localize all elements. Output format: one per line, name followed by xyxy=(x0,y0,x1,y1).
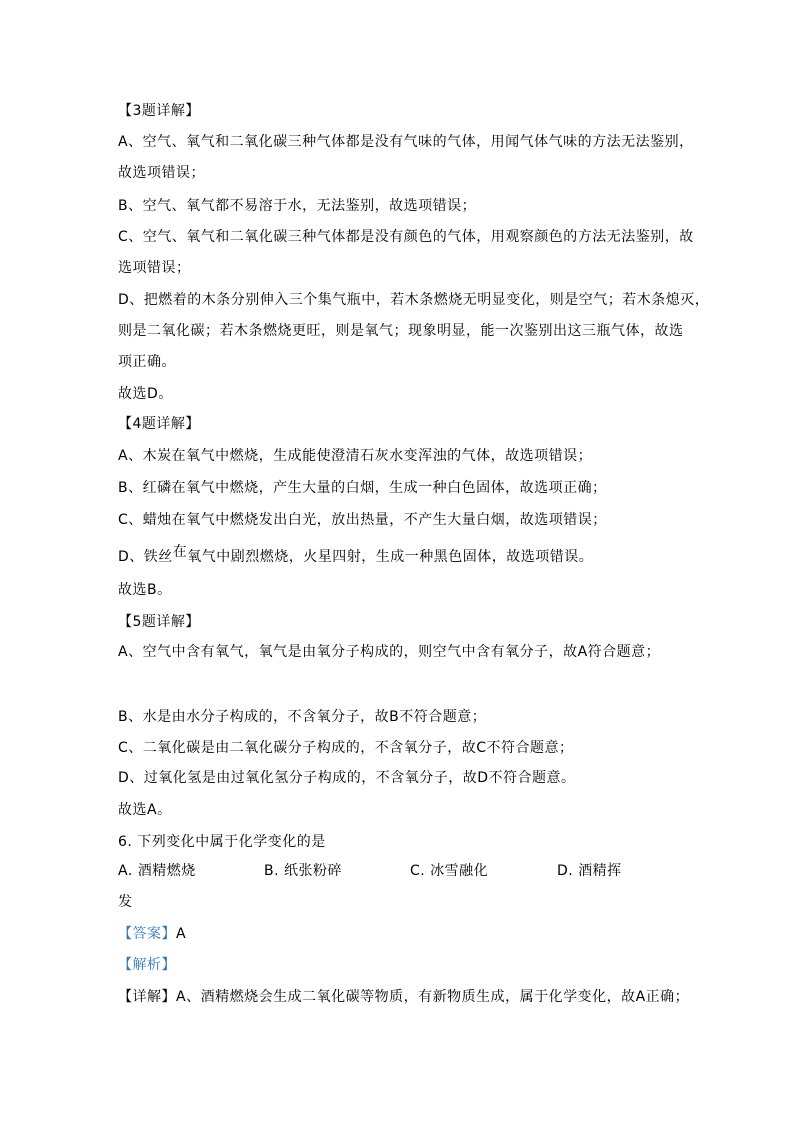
q3-line: 故选项错误； xyxy=(118,165,205,181)
q6-option-d: D. 酒精挥 xyxy=(557,863,622,879)
q4-line-d-raised: 在 xyxy=(172,544,188,560)
q3-line: 则是二氧化碳；若木条燃烧更旺，则是氧气；现象明显，能一次鉴别出这三瓶气体，故选 xyxy=(118,323,684,339)
answer-value: A xyxy=(176,926,187,942)
analysis-label: 【解析】 xyxy=(118,957,176,973)
q6-answer xyxy=(118,924,186,944)
q4-line: A、木炭在氧气中燃烧，生成能使澄清石灰水变浑浊的气体，故选项错误； xyxy=(118,448,593,464)
q5-line: D、过氧化氢是由过氧化氢分子构成的，不含氧分子，故D不符合题意。 xyxy=(118,770,576,786)
q3-line: C、空气、氧气和二氧化碳三种气体都是没有颜色的气体，用观察颜色的方法无法鉴别，故 xyxy=(118,229,694,245)
q6-option-b: B. 纸张粉碎 xyxy=(264,863,343,879)
q4-line: C、蜡烛在氧气中燃烧发出白光，放出热量，不产生大量白烟，故选项错误； xyxy=(118,512,607,528)
q4-conclusion: 故选B。 xyxy=(118,582,172,598)
q6-question: 6. 下列变化中属于化学变化的是 xyxy=(118,834,326,850)
q6-option-c: C. 冰雪融化 xyxy=(410,863,489,879)
q5-heading: 【5题详解】 xyxy=(118,614,200,630)
q6-option-wrap: 发 xyxy=(118,894,133,910)
q5-conclusion: 故选A。 xyxy=(118,802,172,818)
detail-label: 【详解】 xyxy=(118,989,176,1005)
q6-detail xyxy=(118,987,689,1007)
q4-heading: 【4题详解】 xyxy=(118,416,200,432)
q4-line-d-prefix: D、铁丝 xyxy=(118,549,173,565)
q5-line: B、水是由水分子构成的，不含氧分子，故B不符合题意； xyxy=(118,709,487,725)
detail-text: A、酒精燃烧会生成二氧化碳等物质，有新物质生成，属于化学变化，故A正确； xyxy=(176,989,690,1005)
q3-line: 项正确。 xyxy=(118,354,176,370)
q3-line: D、把燃着的木条分别伸入三个集气瓶中，若木条燃烧无明显变化，则是空气；若木条熄灭， xyxy=(118,292,710,308)
q3-heading: 【3题详解】 xyxy=(118,103,200,119)
q3-line: 选项错误； xyxy=(118,260,191,276)
answer-label: 【答案】 xyxy=(118,926,176,942)
q5-line: A、空气中含有氧气，氧气是由氧分子构成的，则空气中含有氧分子，故A符合题意； xyxy=(118,644,661,660)
q3-line: A、空气、氧气和二氧化碳三种气体都是没有气味的气体，用闻气体气味的方法无法鉴别， xyxy=(118,134,694,150)
q3-conclusion: 故选D。 xyxy=(118,386,173,402)
q5-line: C、二氧化碳是由二氧化碳分子构成的，不含氧分子，故C不符合题意； xyxy=(118,740,574,756)
q3-line: B、空气、氧气都不易溶于水，无法鉴别，故选项错误； xyxy=(118,198,477,214)
q4-line: B、红磷在氧气中燃烧，产生大量的白烟，生成一种白色固体，故选项正确； xyxy=(118,480,607,496)
q4-line-d xyxy=(118,544,594,567)
q4-line-d-rest: 氧气中剧烈燃烧，火星四射，生成一种黑色固体，故选项错误。 xyxy=(187,549,594,565)
q6-option-a: A. 酒精燃烧 xyxy=(118,863,196,879)
